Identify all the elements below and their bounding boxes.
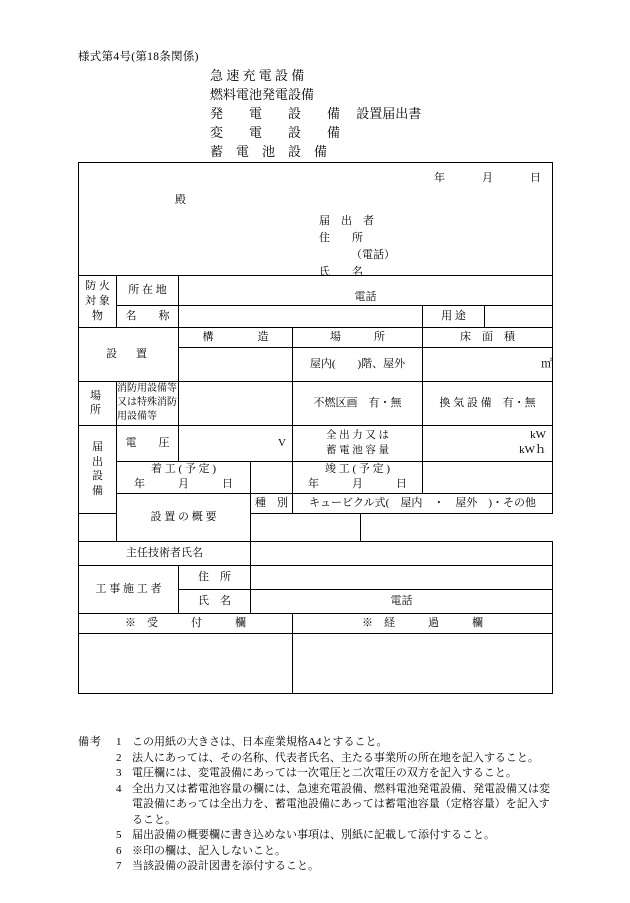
applicant-address-label: 住 所 [319, 232, 363, 244]
start-date-label [117, 461, 251, 493]
remarks-number-7: 7 [116, 860, 122, 872]
submit-equipment-char-4: 備 [92, 485, 103, 498]
table-row [79, 425, 553, 461]
indoor-outdoor-value[interactable]: 屋内( )階、屋外 [293, 347, 423, 381]
voltage-value[interactable] [179, 425, 293, 461]
output-label [293, 425, 423, 461]
tel-close: ） [384, 249, 395, 261]
finish-date-line2: 年 月 日 [308, 478, 407, 491]
table-row [79, 163, 553, 276]
remarks-number-5: 5 [116, 829, 122, 841]
progress-header: ※ 経 過 欄 [293, 613, 553, 633]
title-line-1: 急 速 充 電 設 備 [210, 68, 305, 83]
contractor-name-label: 氏 名 [179, 589, 251, 613]
output-label-line2: 蓄 電 池 容 量 [326, 445, 389, 457]
list-item [78, 751, 556, 767]
place-label-text: 場 所 [90, 389, 120, 417]
table-row [79, 493, 553, 513]
floor-area-value[interactable] [423, 347, 553, 381]
outline-free-text[interactable] [79, 510, 361, 541]
progress-area[interactable] [293, 633, 553, 693]
structure-value[interactable] [179, 347, 293, 381]
list-item [78, 735, 556, 751]
fire-object-label-line2: 対 象 [85, 295, 110, 307]
contractor-label-text: 工 事 施 工 者 [95, 582, 162, 595]
receipt-header: ※ 受 付 欄 [79, 613, 293, 633]
title-line-3: 発 電 設 備 設置届出書 [210, 106, 422, 121]
remarks-text-6: ※印の欄は、記入しないこと。 [132, 844, 286, 857]
fire-object-label [79, 276, 117, 328]
install-label-text: 設 置 [106, 347, 151, 360]
ventilation-equipment[interactable]: 換 気 設 備 有・無 [423, 381, 553, 425]
title-line-4: 変 電 設 備 [210, 125, 341, 140]
contractor-address-label: 住 所 [179, 565, 251, 589]
install-label [79, 327, 179, 381]
submit-equipment-char-1: 届 [92, 440, 103, 453]
table-row [79, 461, 553, 493]
location-label: 所 在 地 [117, 276, 179, 306]
submit-equipment-label [79, 425, 117, 513]
output-value[interactable] [423, 425, 553, 461]
fire-equipment-label: 消防用設備等又は特殊消防用設備等 [117, 381, 179, 425]
kw-unit: kW [530, 429, 546, 442]
remarks-number-2: 2 [116, 751, 122, 764]
remarks-text-4: 全出力又は蓄電池容量の欄には、急速充電設備、燃料電池発電設備、発電設備又は変電設備にあっては全出力を、蓄電池設備にあっては蓄電池容量（定格容量）を記入すること。 [132, 782, 550, 826]
remarks-number-1: 1 [116, 736, 122, 748]
chief-engineer-label: 主任技術者氏名 [79, 541, 251, 565]
location-tel-label: 電話 [179, 276, 553, 306]
remarks-number-6: 6 [116, 844, 122, 857]
remarks-text-7: 当該設備の設計図書を添付すること。 [132, 860, 319, 872]
fire-object-label-line1: 防 火 [85, 280, 110, 293]
fire-equipment-value[interactable] [179, 381, 293, 425]
outline-label-text: 設 置 の 概 要 [150, 510, 217, 523]
object-name-value[interactable] [179, 305, 423, 327]
title-line-2: 燃料電池発電設備 [210, 87, 315, 102]
table-row [79, 276, 553, 306]
fire-object-label-line3: 物 [92, 309, 103, 322]
table-row [79, 565, 553, 589]
table-row [79, 613, 553, 633]
remarks-heading: 備考 [78, 736, 102, 748]
chief-engineer-value[interactable] [251, 541, 553, 565]
output-label-line1: 全 出 力 又 は [326, 430, 389, 442]
remarks-number-4: 4 [116, 782, 122, 795]
type-label: 種 別 [251, 493, 293, 513]
voltage-label: 電 圧 [117, 425, 179, 461]
cubicle-type-value[interactable]: キュービクル式( 屋内 ・ 屋外 )・その他 [293, 493, 553, 513]
date-line: 年 月 日 [434, 172, 542, 184]
object-name-label: 名 称 [117, 305, 179, 327]
list-item [78, 782, 556, 829]
list-item [78, 766, 556, 782]
object-use-value[interactable] [485, 305, 553, 327]
document-title [210, 66, 421, 161]
structure-header: 構 造 [179, 327, 293, 347]
list-item [78, 859, 556, 875]
finish-date-line1: 竣 工 ( 予 定 ) [324, 463, 391, 476]
remarks-text-5: 届出設備の概要欄に書き込めない事項は、別紙に記載して添付すること。 [132, 829, 495, 841]
table-row [79, 327, 553, 347]
finish-date-label [293, 461, 423, 493]
applicant-header-cell [79, 163, 553, 276]
addressee-dono: 殿 [175, 194, 186, 206]
start-date-value[interactable] [251, 461, 293, 493]
table-row [79, 381, 553, 425]
floor-area-header: 床 面 積 [423, 327, 553, 347]
submit-equipment-char-2: 出 [92, 455, 103, 468]
application-form-table [78, 162, 553, 694]
start-date-line2: 年 月 日 [134, 478, 233, 491]
contractor-address-value[interactable] [251, 565, 553, 589]
start-date-line1: 着 工 ( 予 定 ) [150, 463, 217, 476]
form-number: 様式第4号(第18条関係) [78, 51, 199, 63]
remarks-text-1: この用紙の大きさは、日本産業規格A4とすること。 [132, 736, 388, 748]
table-row [79, 633, 553, 693]
table-row [79, 305, 553, 327]
applicant-block [319, 213, 409, 281]
table-row [79, 541, 553, 565]
applicant-tel-label [319, 247, 409, 264]
sqm-unit: ㎡ [541, 357, 552, 370]
place-label-vertical [79, 381, 120, 425]
place-header: 場 所 [293, 327, 423, 347]
tel-open: （電話 [351, 249, 384, 261]
submit-equipment-char-3: 設 [92, 470, 103, 483]
title-line-5: 蓄 電 池 設 備 [210, 144, 328, 159]
noncombustible-partition[interactable]: 不燃区画 有・無 [293, 381, 423, 425]
list-item [78, 844, 556, 860]
kwh-unit: kWｈ [519, 444, 546, 457]
applicant-label: 届 出 者 [319, 215, 374, 227]
applicant-name-label: 氏 名 [319, 266, 363, 278]
list-item [78, 828, 556, 844]
remarks-text-2: 法人にあっては、その名称、代表者氏名、主たる事業所の所在地を記入すること。 [132, 751, 539, 764]
finish-date-value[interactable] [423, 461, 553, 493]
remarks-text-3: 電圧欄には、変電設備にあっては一次電圧と二次電圧の双方を記入すること。 [132, 767, 517, 779]
remarks-number-3: 3 [116, 767, 122, 779]
receipt-area[interactable] [79, 633, 293, 693]
object-use-label: 用 途 [423, 305, 485, 327]
contractor-label [79, 565, 179, 613]
remarks-list [78, 735, 556, 875]
remarks-section [78, 735, 556, 875]
voltage-unit: V [278, 436, 286, 449]
contractor-tel-label: 電話 [251, 589, 553, 613]
